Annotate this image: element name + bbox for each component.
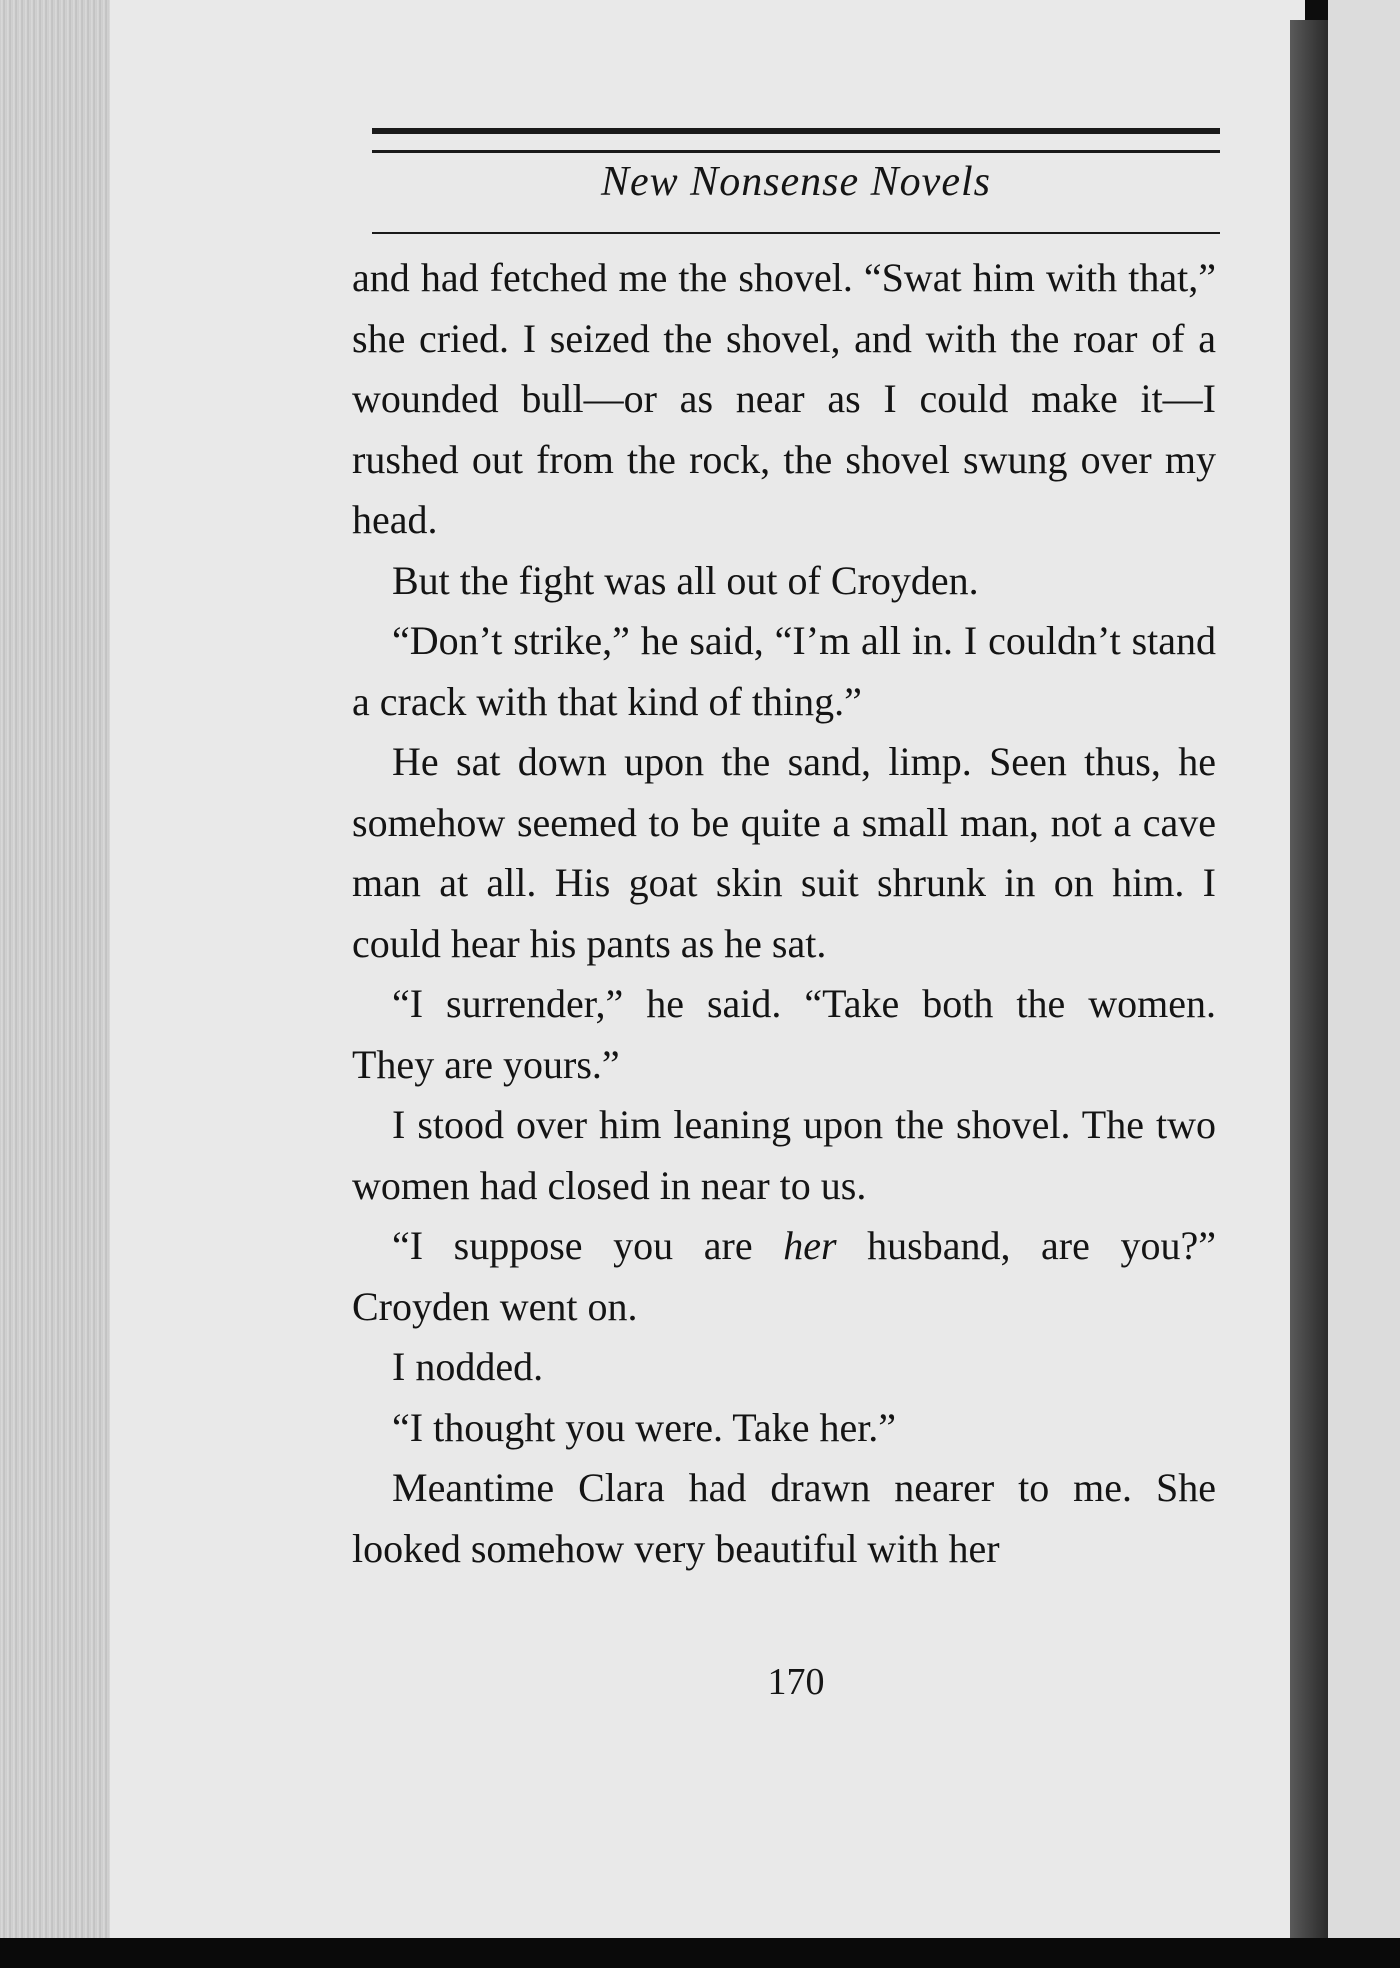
paragraph: I nodded. [392,1344,544,1389]
header-rule-under [372,232,1220,234]
paragraph: He sat down upon the sand, limp. Seen thus, he somehow seemed to be quite a small man, not a cave man at all. His goat skin suit shrunk in on him. I could hear his pants as he sat. [352,739,1216,966]
paragraph-with-emphasis [352,1216,1216,1337]
paragraph: I stood over him leaning upon the shovel. The two women had closed in near to us. [352,1102,1216,1208]
text-run: “I suppose you are [392,1223,784,1268]
book-spine-shadow [1290,20,1328,1940]
paragraph: But the fight was all out of Croyden. [392,557,979,603]
page-edge [0,0,120,1968]
body-text [352,248,1216,1579]
running-title: New Nonsense Novels [601,159,991,205]
text-run: husband, are you?” Croyden went on. [352,1223,1216,1329]
header-rule-thin [372,150,1220,153]
scan-border [0,1938,1400,1968]
facing-page-edge [1328,0,1400,1968]
paragraph: “Don’t strike,” he said, “I’m all in. I couldn’t stand a crack with that kind of thing.” [352,618,1216,724]
paragraph: Meantime Clara had drawn nearer to me. She looked somehow very beautiful with her [352,1465,1216,1571]
paragraph: and had fetched me the shovel. “Swat him with that,” she cried. I seized the shovel, and with the roar of a wounded bull—or as near as I could make it—I rushed out from the rock, the shovel swung over my head. [352,255,1216,542]
paragraph: “I thought you were. Take her.” [392,1404,897,1450]
header-rule-thick [372,128,1220,134]
page-number: 170 [767,1661,825,1703]
emphasis-her: her [783,1223,837,1268]
paragraph: “I surrender,” he said. “Take both the women. They are yours.” [352,981,1216,1087]
